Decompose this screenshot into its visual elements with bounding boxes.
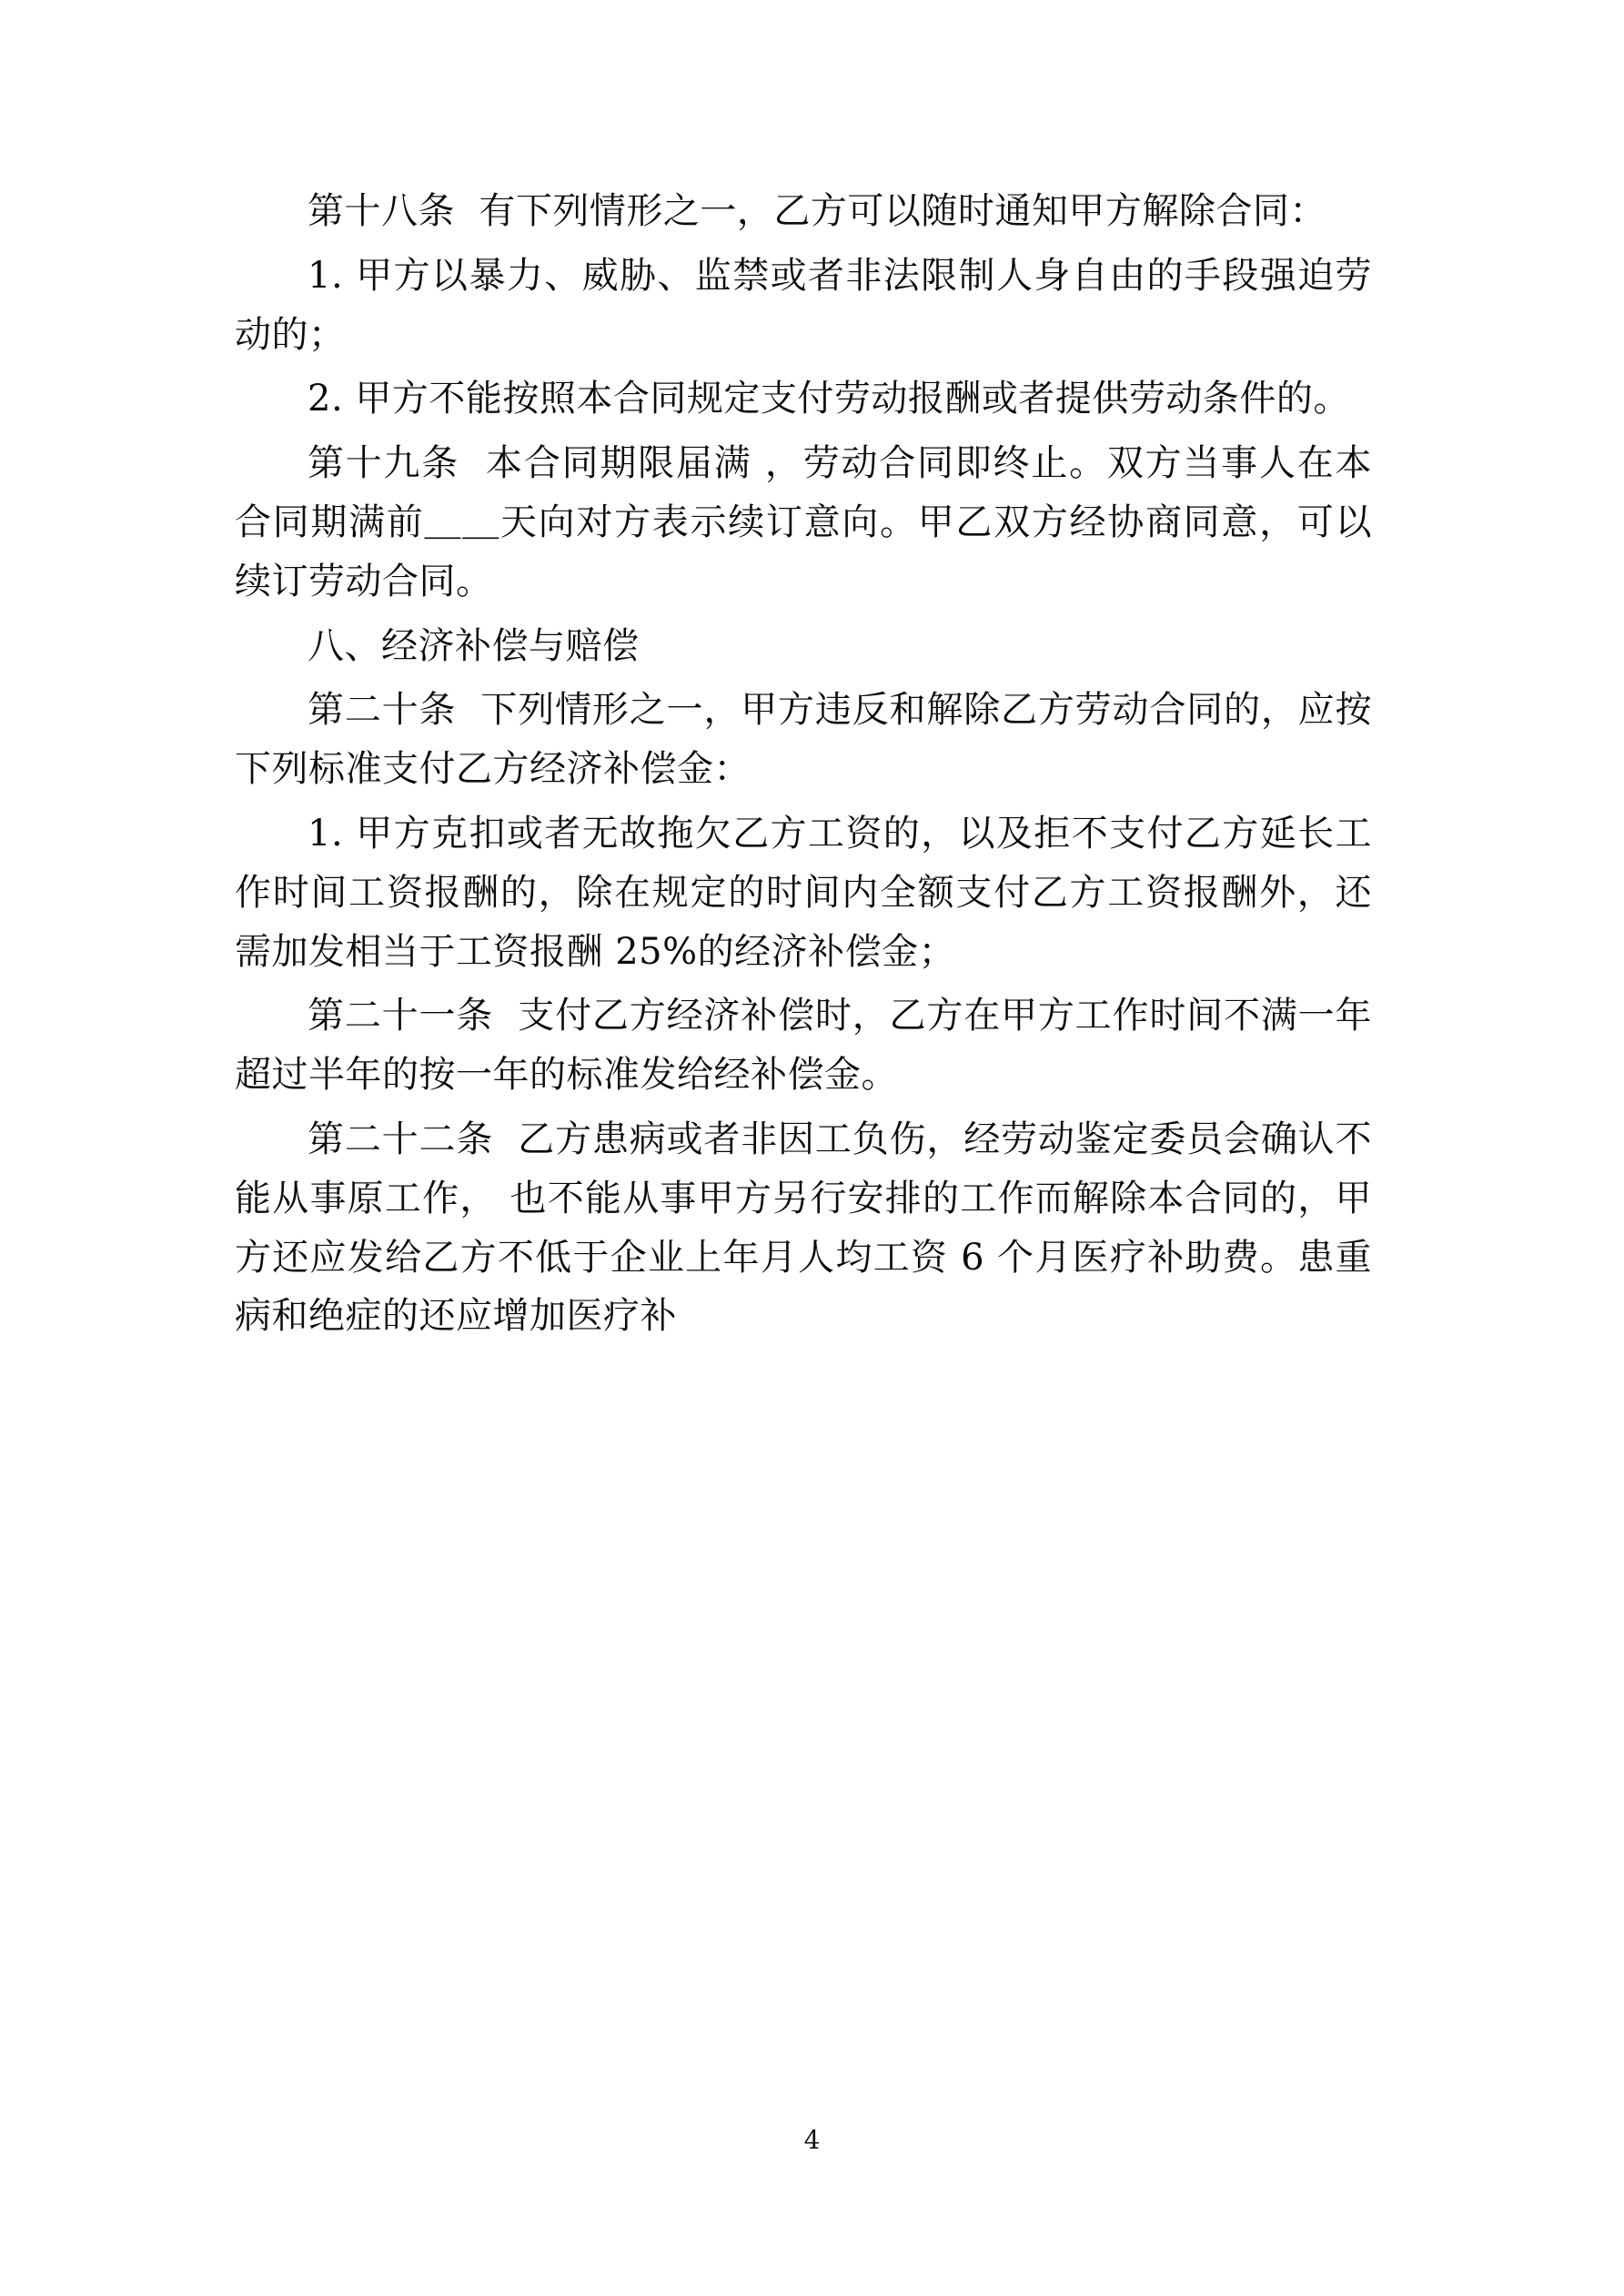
page-number: 4 — [803, 2125, 821, 2155]
paragraph-article-19: 第十九条 本合同期限届满 ，劳动合同即终止。双方当事人在本合同期满前＿＿天向对方表示续订意向。甲乙双方经协商同意，可以续订劳动合同。 — [235, 442, 1372, 602]
paragraph-article-18-item-1: 1. 甲方以暴力、威胁、监禁或者非法限制人身自由的手段强迫劳动的； — [235, 254, 1372, 356]
section-heading-eight: 八、经济补偿与赔偿 — [308, 624, 640, 667]
paragraph-article-18: 第十八条 有下列情形之一，乙方可以随时通知甲方解除合同： — [308, 190, 1326, 232]
document-body — [235, 182, 1372, 1351]
paragraph-article-18-item-2: 2. 甲方不能按照本合同规定支付劳动报酬或者提供劳动条件的。 — [308, 378, 1350, 420]
paragraph-article-20: 第二十条 下列情形之一，甲方违反和解除乙方劳动合同的，应按下列标准支付乙方经济补偿金： — [235, 689, 1372, 791]
paragraph-article-22: 第二十二条 乙方患病或者非因工负伤，经劳动鉴定委员会确认不能从事原工作， 也不能从事甲方另行安排的工作而解除本合同的，甲方还应发给乙方不低于企业上年月人均工资 6 个月医疗补助费。患重病和绝症的还应增加医疗补 — [235, 1118, 1372, 1338]
paragraph-article-20-item-1: 1. 甲方克扣或者无故拖欠乙方工资的，以及拒不支付乙方延长工作时间工资报酬的，除在规定的时间内全额支付乙方工资报酬外，还需加发相当于工资报酬 25%的经济补偿金； — [235, 812, 1372, 973]
paragraph-article-21: 第二十一条 支付乙方经济补偿时，乙方在甲方工作时间不满一年超过半年的按一年的标准发给经补偿金。 — [235, 995, 1372, 1097]
